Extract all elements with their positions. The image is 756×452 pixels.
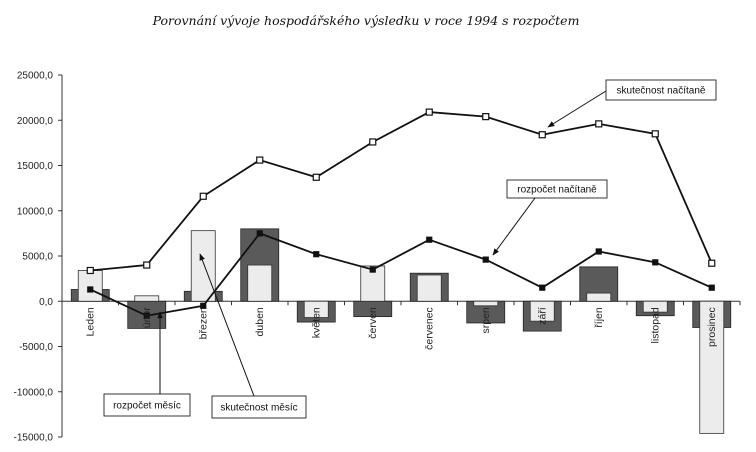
actual-month-bar [135, 296, 159, 301]
actual-month-bar [78, 270, 102, 301]
actual-month-bar [474, 301, 498, 306]
category-label: srpen [479, 307, 492, 334]
y-tick-label: 25000,0 [16, 70, 53, 82]
callout-budget-cumulative-label: rozpočet načítaně [517, 184, 597, 196]
actual-cumulative-point [257, 157, 263, 163]
budget-cumulative-point [596, 249, 601, 254]
y-tick-label: -5000,0 [19, 342, 53, 353]
actual-month-bar [587, 293, 611, 301]
actual-cumulative-point [313, 174, 319, 180]
category-label: duben [253, 307, 266, 337]
y-tick-label: 10000,0 [16, 206, 53, 218]
category-label: září [536, 307, 549, 325]
actual-cumulative-point [596, 121, 602, 127]
callout-actual-month-label: skutečnost měsíc [220, 402, 298, 414]
budget-cumulative-point [257, 231, 262, 236]
budget-cumulative-point [483, 257, 488, 262]
category-label: březen [197, 307, 210, 340]
budget-cumulative-point [709, 285, 714, 290]
y-tick-label: 5000,0 [22, 251, 53, 263]
callout-budget-month-label: rozpočet měsíc [113, 400, 181, 412]
category-label: prosinec [705, 307, 718, 347]
actual-month-bar [417, 275, 441, 301]
category-label: Leden [84, 307, 97, 337]
actual-cumulative-point [370, 139, 376, 145]
actual-cumulative-point [652, 131, 658, 137]
budget-cumulative-point [370, 267, 375, 272]
budget-cumulative-point [427, 237, 432, 242]
budget-cumulative-point [540, 285, 545, 290]
y-tick-label: 15000,0 [16, 161, 53, 172]
y-tick-label: -15000,0 [13, 432, 53, 444]
actual-cumulative-point [200, 193, 206, 199]
budget-cumulative-point [653, 260, 658, 265]
budget-cumulative-point [314, 252, 319, 257]
y-tick-label: -10000,0 [13, 387, 53, 399]
y-tick-label: 0,0 [39, 296, 53, 308]
actual-cumulative-point [483, 114, 489, 120]
actual-cumulative-point [709, 260, 715, 266]
callout-budget-cumulative-arrow [493, 198, 535, 255]
actual-cumulative-point [87, 267, 93, 273]
actual-cumulative-point [539, 132, 545, 138]
budget-cumulative-point [88, 287, 93, 292]
category-label: červen [366, 307, 379, 339]
category-label: únor [140, 307, 153, 329]
chart-title: Porovnání vývoje hospodářského výsledku v roce 1994 s rozpočtem [152, 13, 580, 28]
actual-cumulative-point [144, 262, 150, 268]
actual-cumulative-line [90, 112, 712, 270]
callout-actual-cumulative-label: skutečnost načítaně [616, 85, 706, 97]
category-label: listopad [649, 307, 662, 344]
category-label: říjen [592, 307, 605, 328]
actual-month-bar [248, 265, 272, 301]
category-label: červenec [423, 307, 436, 350]
actual-month-bar [191, 231, 215, 302]
category-label: květen [310, 307, 323, 339]
actual-cumulative-point [426, 109, 432, 115]
y-tick-label: 20000,0 [16, 115, 53, 127]
